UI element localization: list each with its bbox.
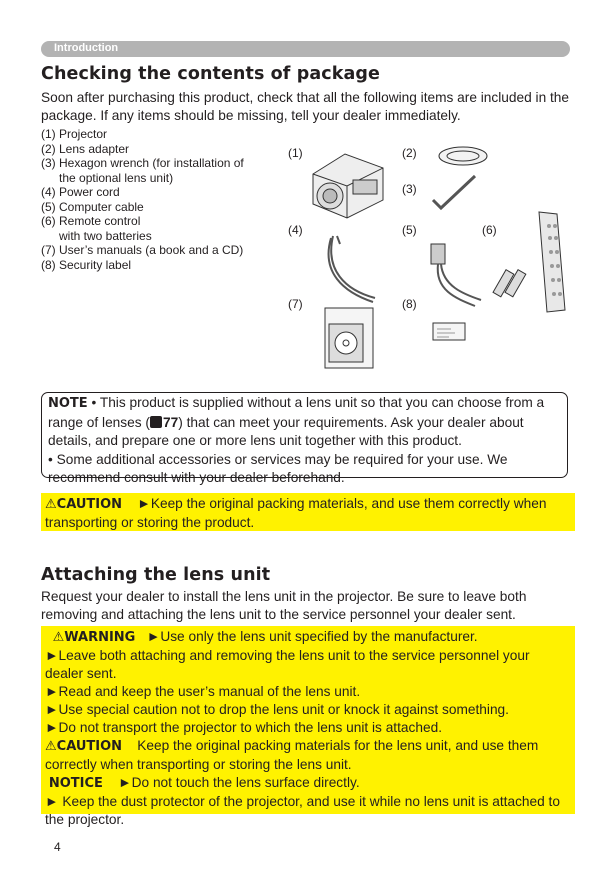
package-illustration: [285, 140, 585, 370]
lens-title: Attaching the lens unit: [41, 565, 271, 585]
manual-drawing: [325, 308, 373, 368]
note-tag: NOTE: [48, 396, 88, 411]
caution-box: [41, 493, 575, 531]
list-item: (4) Power cord: [41, 185, 120, 199]
page-number: 4: [54, 840, 61, 854]
lens-adapter-drawing: [439, 147, 487, 165]
projector-drawing: [313, 154, 383, 218]
figure-label: (2): [402, 146, 417, 160]
security-label-drawing: [433, 323, 465, 340]
remote-control-drawing: [539, 212, 565, 312]
figure-label: (4): [288, 223, 303, 237]
section-tab-label: Introduction: [54, 42, 119, 54]
note-text-part1: • This product is supplied without a lens unit so that you can choose from a range of lenses (: [48, 395, 545, 430]
note-text-line2: • Some additional accessories or services may be required for your use. We recommend consult with your dealer beforehand.: [48, 451, 508, 485]
note-text-part2: ) that can meet your requirements. Ask your dealer about details, and prepare one or more lens unit together with this product.: [48, 414, 524, 448]
figure-label: (5): [402, 223, 417, 237]
list-item: (2) Lens adapter: [41, 141, 130, 156]
package-item-list: [41, 127, 281, 272]
list-item: (8) Security label: [41, 257, 132, 272]
list-item: (6) Remote control with two batteries: [41, 214, 152, 243]
warning-tag: ⚠WARNING: [52, 630, 136, 645]
notice-tag: NOTICE: [48, 776, 103, 791]
page-ref: 77: [162, 414, 179, 430]
power-cord-drawing: [329, 236, 375, 302]
package-title: Checking the contents of package: [41, 64, 380, 84]
warning-box: [41, 626, 575, 827]
computer-cable-drawing: [431, 244, 481, 306]
figure-label: (8): [402, 297, 417, 311]
notice-line: NOTICE ►Do not touch the lens surface directly.: [48, 775, 360, 791]
warning-line: ►Do not transport the projector to which the lens unit is attached.: [45, 720, 443, 735]
caution-line: ⚠CAUTION Keep the original packing materials for the lens unit, and use them correctly when transporting or storing the lens unit.: [45, 738, 539, 772]
package-intro: Soon after purchasing this product, check that all the following items are included in the package. If any items should be missing, tell your dealer immediately.: [41, 90, 570, 123]
warning-line: ►Read and keep the user’s manual of the lens unit.: [45, 684, 361, 699]
list-item: (5) Computer cable: [41, 199, 144, 214]
note-box: [41, 392, 568, 485]
book-ref-icon: [150, 416, 162, 428]
list-item: (1) Projector: [41, 127, 108, 141]
figure-label: (7): [288, 297, 303, 311]
caution-tag: ⚠CAUTION: [45, 497, 123, 512]
warning-line: ⚠WARNING ►Use only the lens unit specified by the manufacturer.: [52, 629, 478, 645]
batteries-drawing: [493, 270, 526, 297]
list-item: (3) Hexagon wrench (for installation of the optional lens unit): [41, 156, 244, 185]
caution-tag: ⚠CAUTION: [45, 739, 123, 754]
lens-intro: Request your dealer to install the lens unit in the projector. Be sure to leave both removing and attaching the lens unit to the service personnel your dealer sent.: [41, 589, 527, 622]
hex-wrench-drawing: [433, 176, 475, 208]
caution-text: ►Keep the original packing materials, and use them correctly when transporting or storing the product.: [45, 496, 547, 530]
section-tab: [41, 41, 570, 57]
warning-line: ►Leave both attaching and removing the lens unit to the service personnel your dealer sent.: [45, 648, 530, 681]
list-item: (7) User’s manuals (a book and a CD): [41, 243, 244, 257]
notice-line: ► Keep the dust protector of the projector, and use it while no lens unit is attached to the projector.: [45, 794, 560, 827]
accessory-drawings: [285, 140, 585, 370]
warning-line: ►Use special caution not to drop the lens unit or knock it against something.: [45, 702, 509, 717]
figure-label: (6): [482, 223, 497, 237]
figure-label: (3): [402, 182, 417, 196]
figure-label: (1): [288, 146, 303, 160]
